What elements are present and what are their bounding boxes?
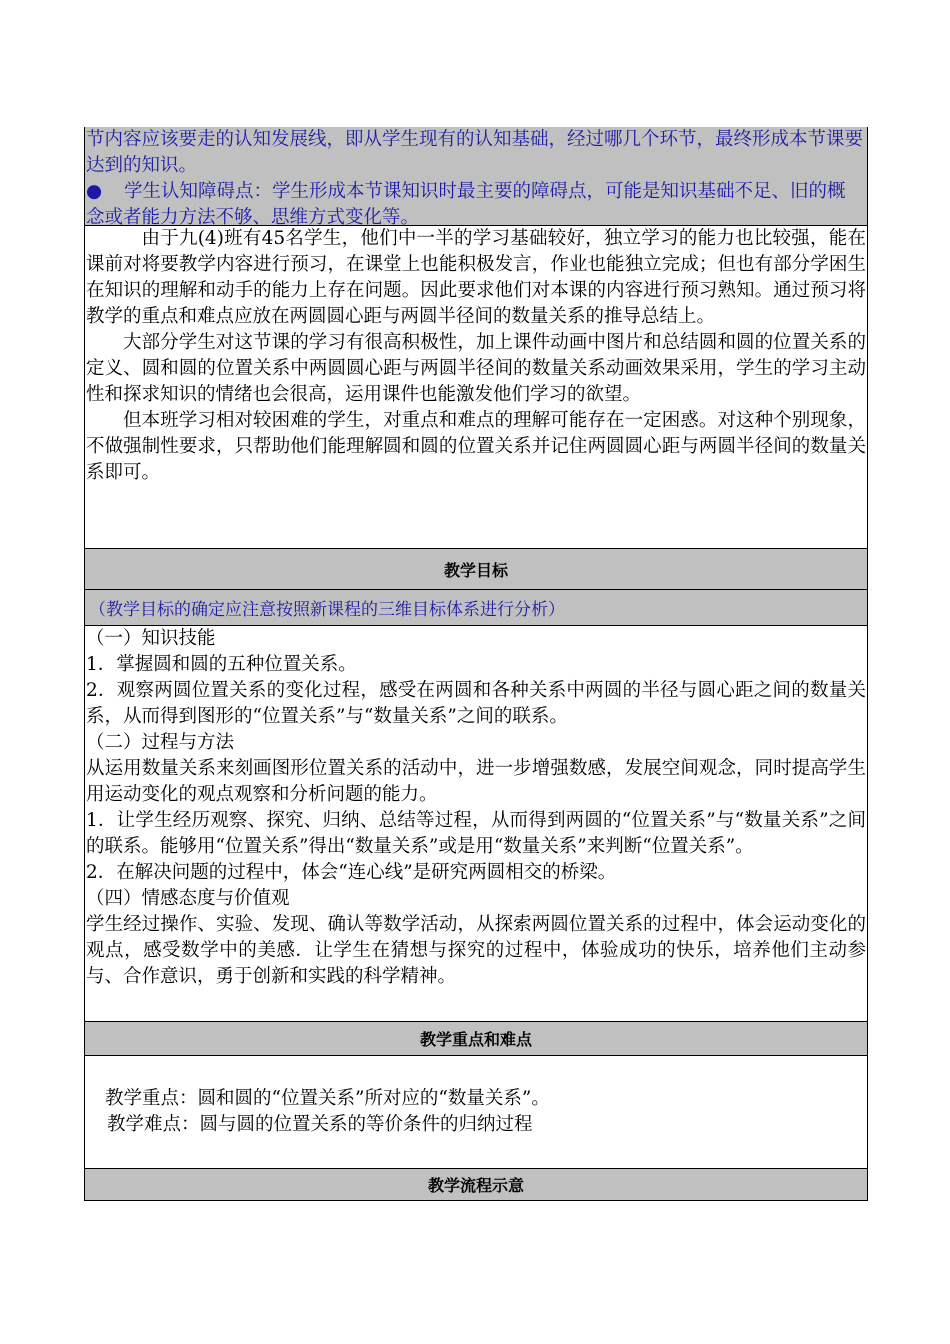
- objectives-note: （教学目标的确定应注意按照新课程的三维目标体系进行分析）: [85, 590, 867, 626]
- objective-paragraph: 学生经过操作、实验、发现、确认等数学活动，从探索两圆位置关系的过程中，体会运动变化的观点，感受数学中的美感．让学生在猜想与探究的过程中，体验成功的快乐，培养他们主动参与、合作意识，勇于创新和实践的科学精神。: [86, 914, 866, 987]
- objectives-cell: [85, 626, 867, 1022]
- objective-item: 1．掌握圆和圆的五种位置关系。: [86, 654, 357, 675]
- objective-paragraph: 从运用数量关系来刻画图形位置关系的活动中，进一步增强数感，发展空间观念，同时提高学生用运动变化的观点观察和分析问题的能力。: [86, 758, 866, 805]
- guide-line-1: 节内容应该要走的认知发展线，即从学生现有的认知基础，经过哪几个环节，最终形成本节课要: [86, 129, 864, 150]
- analysis-paragraph-1: 由于九(4)班有45名学生，他们中一半的学习基础较好，独立学习的能力也比较强，能在课前对将要教学内容进行预习，在课堂上也能积极发言，作业也能独立完成；但也有部分学困生在知识的理解和动手的能力上存在问题。因此要求他们对本课的内容进行预习熟知。通过预习将教学的重点和难点应放在两圆圆心距与两圆半径间的数量关系的推导总结上。: [86, 228, 866, 327]
- teaching-difficulty: 教学难点：圆与圆的位置关系的等价条件的归纳过程: [107, 1114, 533, 1135]
- analysis-paragraph-3: 但本班学习相对较困难的学生，对重点和难点的理解可能存在一定困惑。对这种个别现象，不做强制性要求，只帮助他们能理解圆和圆的位置关系并记住两圆圆心距与两圆半径间的数量关系即可。: [86, 410, 866, 483]
- objective-section-attitude: （四）情感态度与价值观: [86, 888, 290, 909]
- objective-item: 1．让学生经历观察、探究、归纳、总结等过程，从而得到两圆的“位置关系”与“数量关系”之间的联系。能够用“位置关系”得出“数量关系”或是用“数量关系”来判断“位置关系”。: [86, 810, 866, 857]
- guide-bullet-line: [86, 179, 866, 205]
- bullet-icon: ●: [86, 181, 103, 202]
- objective-item: 2．观察两圆位置关系的变化过程，感受在两圆和各种关系中两圆的半径与圆心距之间的数量关系，从而得到图形的“位置关系”与“数量关系”之间的联系。: [86, 680, 866, 727]
- keypoints-header: 教学重点和难点: [85, 1022, 867, 1056]
- objective-item: 2．在解决问题的过程中，体会“连心线”是研究两圆相交的桥梁。: [86, 862, 617, 883]
- flow-header: 教学流程示意: [85, 1169, 867, 1201]
- cognitive-guide-cell: [85, 127, 867, 226]
- guide-line-2: 达到的知识。: [86, 155, 198, 176]
- guide-line-3: 学生认知障碍点：学生形成本节课知识时最主要的障碍点，可能是知识基础不足、旧的概: [124, 181, 846, 202]
- objective-section-knowledge: （一）知识技能: [86, 628, 216, 649]
- keypoints-cell: [85, 1056, 867, 1169]
- guide-line-4: 念或者能力方法不够、思维方式变化等。: [86, 207, 420, 228]
- lesson-plan-table: [84, 127, 868, 1201]
- objective-section-process: （二）过程与方法: [86, 732, 235, 753]
- analysis-paragraph-2: 大部分学生对这节课的学习有很高积极性，加上课件动画中图片和总结圆和圆的位置关系的定义、圆和圆的位置关系中两圆圆心距与两圆半径间的数量关系动画效果采用，学生的学习主动性和探求知识的情绪也会很高，运用课件也能激发他们学习的欲望。: [86, 332, 866, 405]
- student-analysis-cell: [85, 226, 867, 549]
- objectives-header: 教学目标: [85, 549, 867, 590]
- teaching-focus: 教学重点：圆和圆的“位置关系”所对应的“数量关系”。: [105, 1088, 550, 1109]
